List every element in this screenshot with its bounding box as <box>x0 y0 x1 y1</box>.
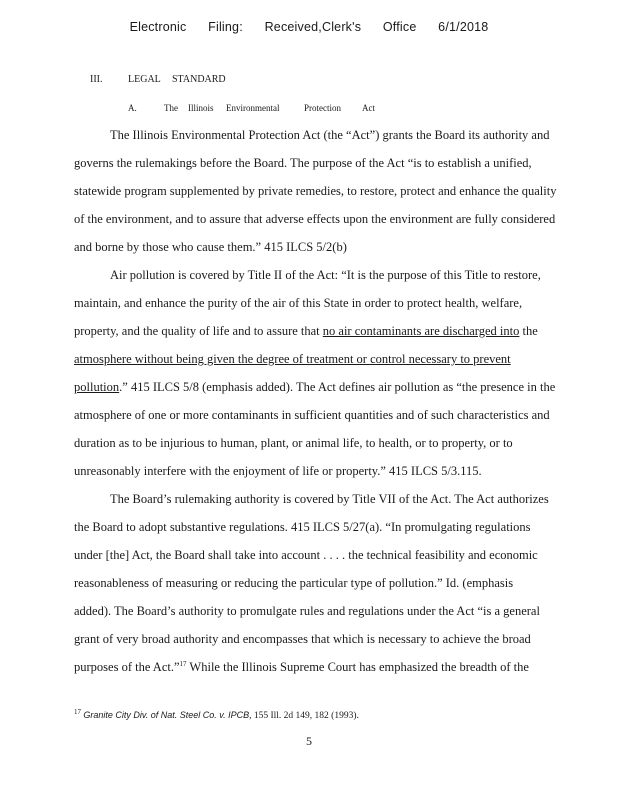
footnote-case-name: Granite City Div. of Nat. Steel Co. v. IPCB <box>83 710 250 720</box>
footnote-number: 17 <box>74 707 81 716</box>
body-line: atmosphere of one or more contaminants in sufficient quantities and of such characteristics and <box>74 408 550 422</box>
body-line: The Illinois Environmental Protection Act (the “Act”) grants the Board its authority and <box>110 128 550 142</box>
subsection-title-word: Illinois <box>188 103 214 113</box>
footnote-citation: , 155 Ill. 2d 149, 182 (1993). <box>249 711 359 721</box>
emphasized-text: no air contaminants are discharged into <box>322 324 520 338</box>
text-run: While the Illinois Supreme Court has emphasized the breadth of the <box>186 660 529 674</box>
header-word: Electronic <box>129 20 187 34</box>
section-title-word: STANDARD <box>172 74 226 85</box>
header-word: Filing: <box>208 20 243 34</box>
header-word: Office <box>382 20 417 34</box>
body-line: under [the] Act, the Board shall take into account . . . . the technical feasibility and economic <box>74 548 538 562</box>
text-run: property, and the quality of life and to assure that <box>74 324 323 338</box>
body-line-emphasized: atmosphere without being given the degree of treatment or control necessary to prevent <box>74 352 511 366</box>
header-word: Received,Clerk's <box>264 20 362 34</box>
subsection-title-word: Act <box>362 103 375 113</box>
body-line: The Board’s rulemaking authority is covered by Title VII of the Act. The Act authorizes <box>110 492 549 506</box>
emphasized-text: pollution <box>74 380 120 394</box>
body-line: grant of very broad authority and encompasses that which is necessary to achieve the broad <box>74 632 531 646</box>
body-line: unreasonably interfere with the enjoyment of life or property.” 415 ILCS 5/3.115. <box>74 464 482 478</box>
body-line: Air pollution is covered by Title II of the Act: “It is the purpose of this Title to restore, <box>110 268 541 282</box>
body-line: duration as to be injurious to human, plant, or animal life, to health, or to property, or to <box>74 436 513 450</box>
body-line: governs the rulemakings before the Board. The purpose of the Act “is to establish a unified, <box>74 156 532 170</box>
text-run: purposes of the Act.” <box>74 660 180 674</box>
body-line <box>74 660 529 675</box>
body-line: reasonableness of measuring or reducing the particular type of pollution.” Id. (emphasis <box>74 576 514 590</box>
body-line: the Board to adopt substantive regulations. 415 ILCS 5/27(a). “In promulgating regulations <box>74 520 531 534</box>
section-title-word: LEGAL <box>128 74 161 85</box>
subsection-title-word: Protection <box>304 103 341 113</box>
body-line <box>74 324 538 339</box>
text-run: .” 415 ILCS 5/8 (emphasis added). The Act defines air pollution as “the presence in the <box>119 380 556 394</box>
subsection-title-word: Environmental <box>226 103 280 113</box>
body-line: of the environment, and to assure that adverse effects upon the environment are fully considered <box>74 212 556 226</box>
text-run: the <box>519 324 538 338</box>
body-line: statewide program supplemented by private remedies, to restore, protect and enhance the quality <box>74 184 557 198</box>
body-line: and borne by those who cause them.” 415 ILCS 5/2(b) <box>74 240 347 254</box>
footnote <box>74 707 359 721</box>
filing-header <box>0 20 618 34</box>
section-number: III. <box>90 74 103 85</box>
body-line: maintain, and enhance the purity of the air of this State in order to protect health, welfare, <box>74 296 523 310</box>
page-number: 5 <box>306 734 312 748</box>
body-line: added). The Board’s authority to promulgate rules and regulations under the Act “is a general <box>74 604 540 618</box>
header-word: 6/1/2018 <box>438 20 489 34</box>
subsection-title-word: The <box>164 103 178 113</box>
footnote-ref: 17 <box>179 659 187 668</box>
body-line <box>74 380 555 395</box>
subsection-letter: A. <box>128 103 137 113</box>
